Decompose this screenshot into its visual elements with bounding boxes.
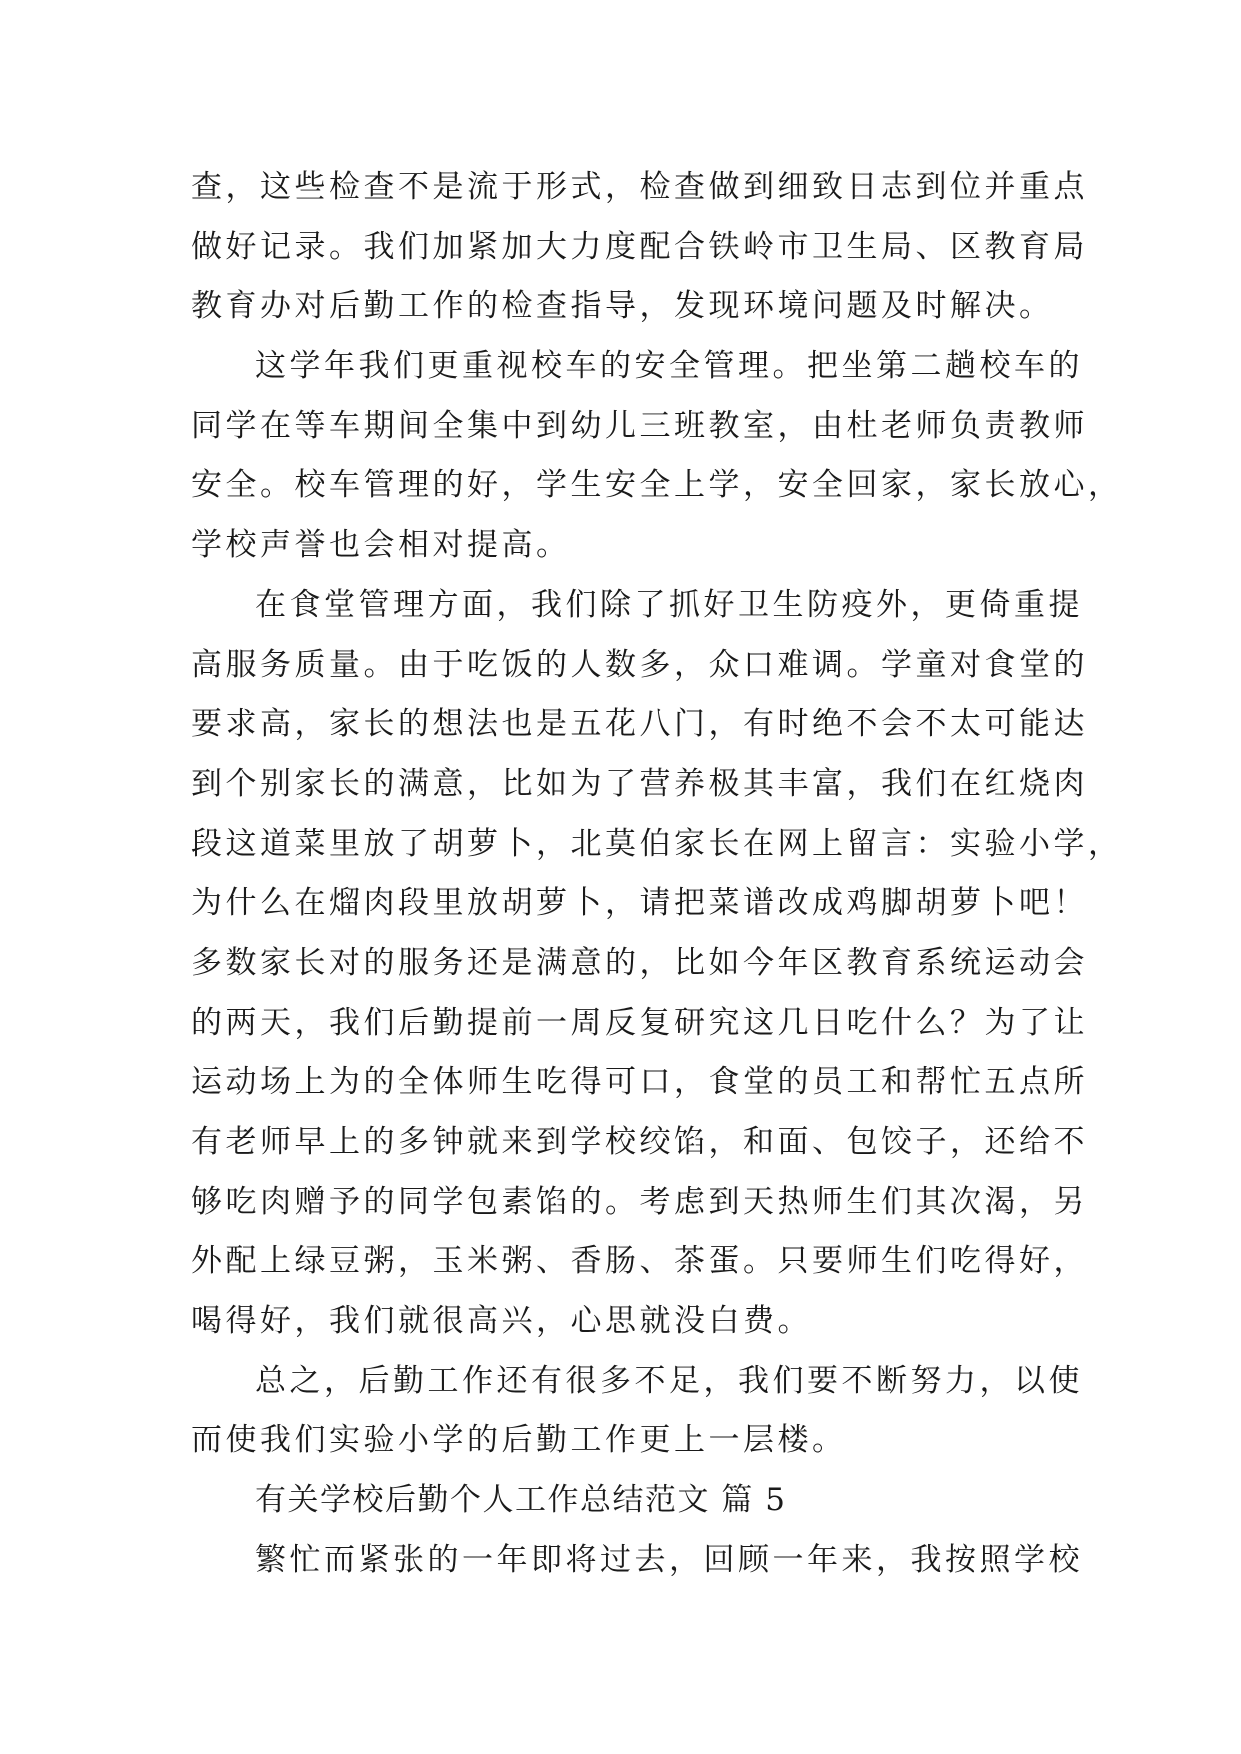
text-line: 要求高，家长的想法也是五花八门，有时绝不会不太可能达 — [191, 706, 1088, 743]
text-line: 有老师早上的多钟就来到学校绞馅，和面、包饺子，还给不 — [191, 1124, 1088, 1160]
text-line: 同学在等车期间全集中到幼儿三班教室，由杜老师负责教师 — [191, 407, 1088, 444]
text-line: 做好记录。我们加紧加大力度配合铁岭市卫生局、区教育局 — [191, 228, 1088, 265]
text-line: 运动场上为的全体师生吃得可口，食堂的员工和帮忙五点所 — [191, 1064, 1088, 1101]
document-body — [191, 158, 1123, 1591]
text-line: 教育办对后勤工作的检查指导，发现环境问题及时解决。 — [191, 288, 1054, 325]
text-line: 而使我们实验小学的后勤工作更上一层楼。 — [191, 1422, 847, 1459]
text-line: 高服务质量。由于吃饭的人数多，众口难调。学童对食堂的 — [191, 646, 1088, 683]
text-line: 外配上绿豆粥，玉米粥、香肠、茶蛋。只要师生们吃得好， — [191, 1243, 1088, 1280]
paragraph-first-line: 在食堂管理方面，我们除了抓好卫生防疫外，更倚重提 — [255, 586, 1083, 623]
text-line: 安全。校车管理的好，学生安全上学，安全回家，家长放心， — [191, 467, 1123, 504]
text-line: 学校声誉也会相对提高。 — [191, 527, 571, 564]
paragraph-first-line: 总之，后勤工作还有很多不足，我们要不断努力，以使 — [255, 1362, 1083, 1399]
text-line: 的两天，我们后勤提前一周反复研究这几日吃什么？为了让 — [191, 1004, 1088, 1041]
text-line: 段这道菜里放了胡萝卜，北莫伯家长在网上留言：实验小学， — [191, 825, 1123, 862]
paragraph-first-line: 繁忙而紧张的一年即将过去，回顾一年来，我按照学校 — [255, 1541, 1083, 1578]
text-line: 喝得好，我们就很高兴，心思就没白费。 — [191, 1303, 812, 1340]
paragraph-first-line: 这学年我们更重视校车的安全管理。把坐第二趟校车的 — [255, 348, 1083, 385]
text-line: 到个别家长的满意，比如为了营养极其丰富，我们在红烧肉 — [191, 765, 1088, 802]
text-line: 查，这些检查不是流于形式，检查做到细致日志到位并重点 — [191, 169, 1088, 205]
text-line: 够吃肉赠予的同学包素馅的。考虑到天热师生们其次渴，另 — [191, 1183, 1088, 1220]
text-line: 为什么在熘肉段里放胡萝卜，请把菜谱改成鸡脚胡萝卜吧！ — [191, 885, 1088, 922]
section-heading: 有关学校后勤个人工作总结范文 篇 5 — [255, 1482, 787, 1519]
text-line: 多数家长对的服务还是满意的，比如今年区教育系统运动会 — [191, 944, 1088, 981]
